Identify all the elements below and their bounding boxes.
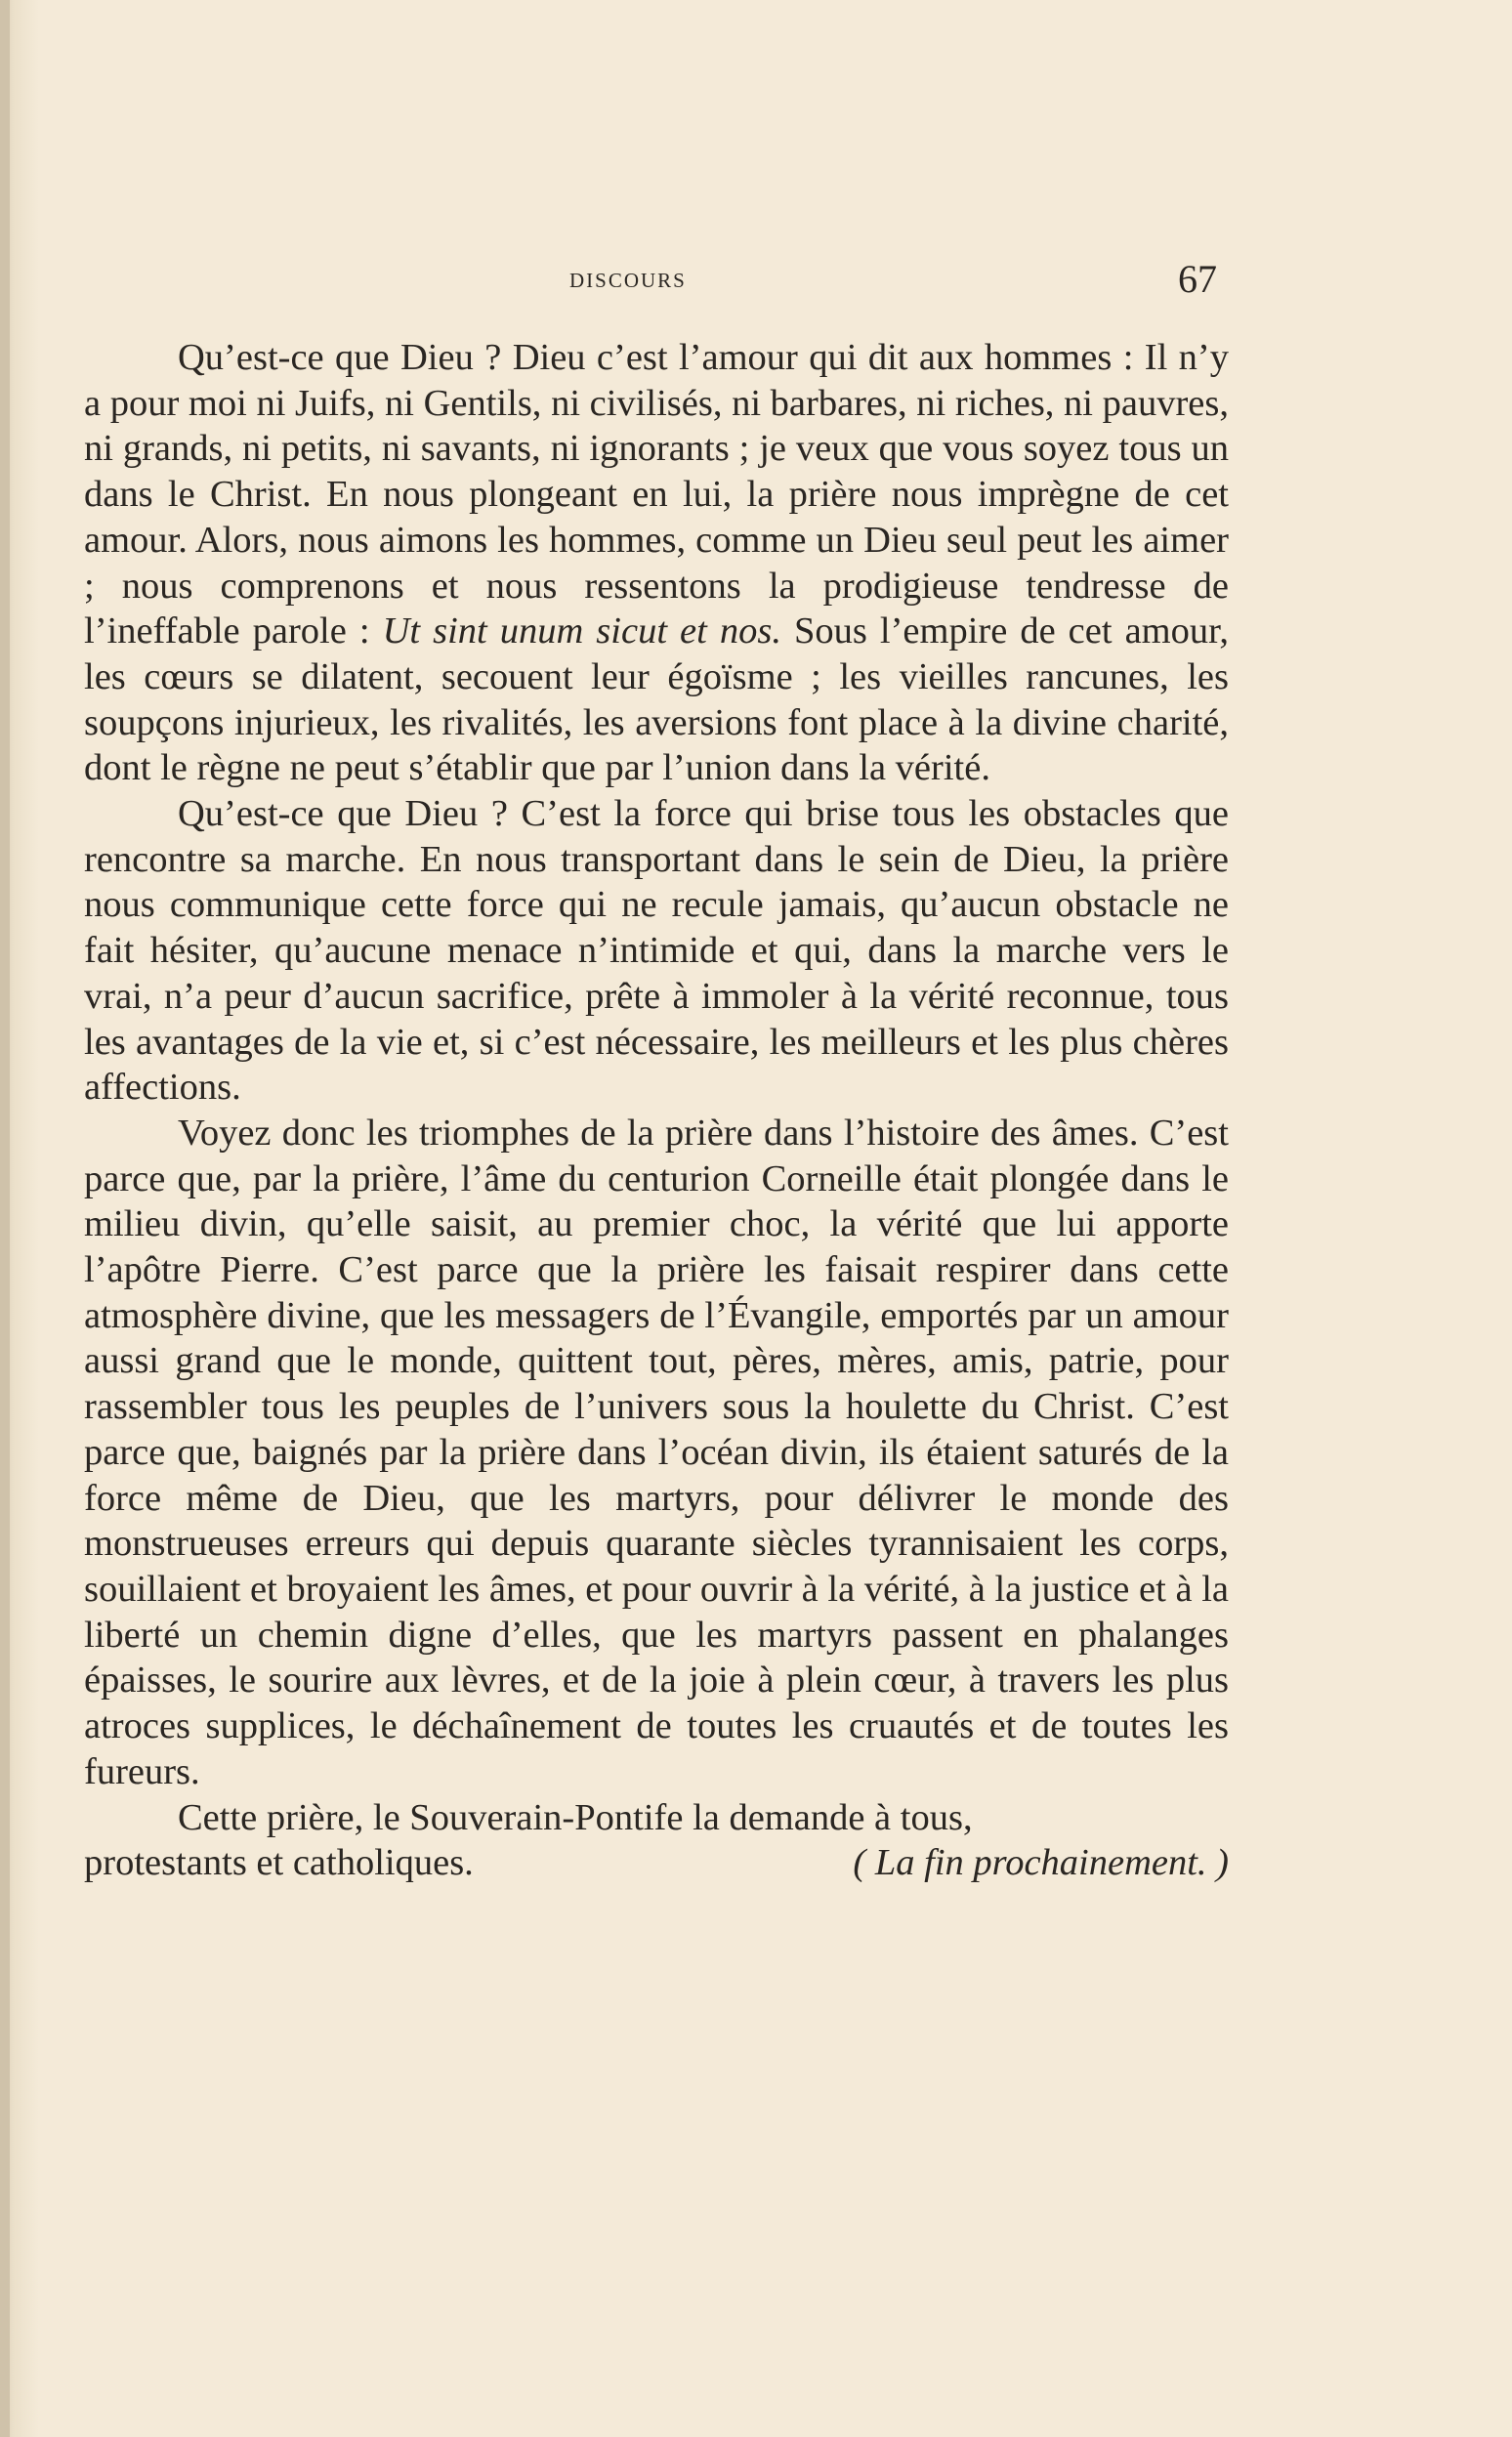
paragraph-3: Voyez donc les triomphes de la prière dans l’histoire des âmes. C’est parce que, par la prière, l’âme du centurion Corneille était plongée dans le milieu divin, qu’elle saisit, au premier choc, la vérité que lui apporte l’apôtre Pierre. C’est parce que la prière les faisait respirer dans cette atmosphère divine, que les messagers de l’Évangile, emportés par un amour aussi grand que le monde, quittent tout, pères, mères, amis, patrie, pour rassembler tous les peuples de l’univers sous la houlette du Christ. C’est parce que, baignés par la prière dans l’océan divin, ils étaient saturés de la force même de Dieu, que les martyrs, pour délivrer le monde des monstrueuses erreurs qui depuis quarante siècles tyrannisaient les corps, souillaient et broyaient les âmes, et pour ouvrir à la vérité, à la justice et à la liberté un chemin digne d’elles, que les martyrs passent en phalanges épaisses, le sourire aux lèvres, et de la joie à plein cœur, à travers les plus atroces supplices, le déchaînement de toutes les cruautés et de toutes les fureurs. bbox=[84, 1112, 1229, 1792]
paragraph-4 bbox=[84, 1795, 1229, 1841]
paragraph-4-line-1: Cette prière, le Souverain-Pontife la demande à tous, bbox=[178, 1796, 973, 1838]
page-spine-edge bbox=[0, 0, 10, 2437]
continued-note: ( La fin prochainement. ) bbox=[853, 1842, 1229, 1884]
paragraph-2: Qu’est-ce que Dieu ? C’est la force qui brise tous les obstacles que rencontre sa marche. En nous transportant dans le sein de Dieu, la prière nous communique cette force qui ne recule jamais, qu’aucun obstacle ne fait hésiter, qu’aucune menace n’intimide et qui, dans la marche vers le vrai, n’a peur d’aucun sacrifice, prête à immoler à la vérité reconnue, tous les avantages de la vie et, si c’est nécessaire, les meilleurs et les plus chères affections. bbox=[84, 793, 1229, 1109]
paragraph-4-line-2: protestants et catholiques. bbox=[84, 1842, 474, 1884]
page-number: 67 bbox=[1178, 257, 1217, 301]
page-header bbox=[0, 257, 1512, 301]
paragraph-1 bbox=[84, 335, 1229, 791]
paragraph-1-text-b: Sous l’empire de cet amour, les cœurs se dilatent, secouent leur égoïsme ; les vieilles rancunes, les soupçons injurieux, les rivalités, les aversions font place à la divine charité, dont le règne ne peut s’établir que par l’union dans la vérité. bbox=[84, 610, 1230, 789]
paragraph-4-last-line bbox=[84, 1840, 1229, 1886]
latin-quotation: Ut sint unum sicut et nos. bbox=[382, 610, 781, 652]
paragraph-1-text-a: Qu’est-ce que Dieu ? Dieu c’est l’amour qui dit aux hommes : Il n’y a pour moi ni Juifs, ni Gentils, ni civilisés, ni barbares, ni riches, ni pauvres, ni grands, ni petits, ni savants, ni ignorants ; je veux que vous soyez tous un dans le Christ. En nous plongeant en lui, la prière nous imprègne de cet amour. Alors, nous aimons les hommes, comme un Dieu seul peut les aimer ; nous comprenons et nous ressentons la prodigieuse tendresse de l’ineffable parole : bbox=[84, 337, 1229, 652]
body-text bbox=[84, 335, 1229, 1886]
running-title: discours bbox=[569, 262, 687, 294]
